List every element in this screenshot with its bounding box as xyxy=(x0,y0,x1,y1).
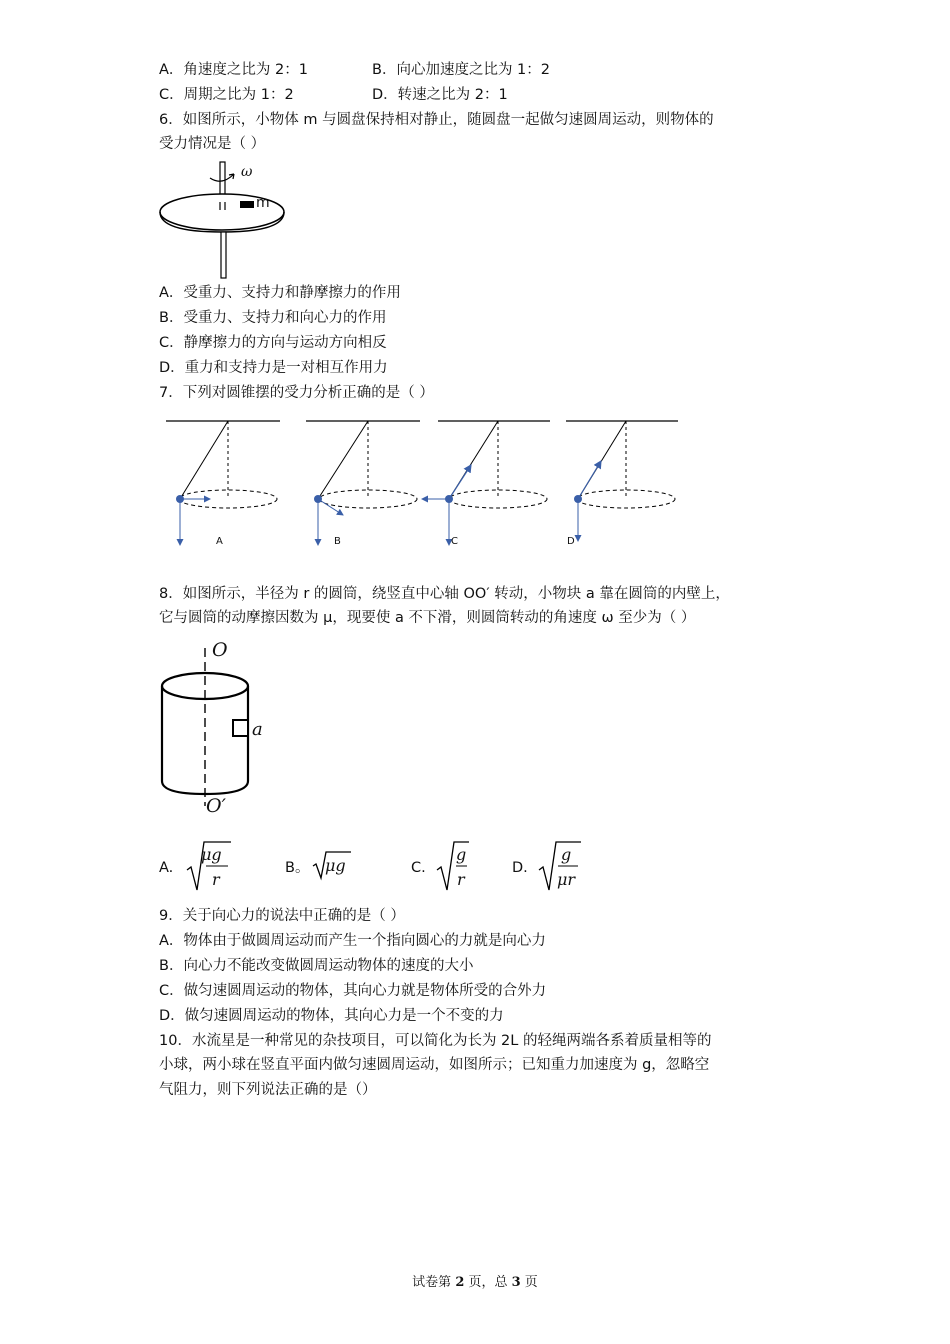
q7-panel-b xyxy=(306,421,420,545)
q7-panel-a xyxy=(166,421,280,545)
q7-label-d: D xyxy=(567,536,575,547)
q10-stem-line2: 小球，两小球在竖直平面内做匀速圆周运动，如图所示；已知重力加速度为 g，忽略空 xyxy=(159,1057,710,1073)
q8-option-d-denominator: μr xyxy=(557,870,576,889)
q10-stem-line3: 气阻力，则下列说法正确的是（） xyxy=(159,1082,377,1098)
q5-option-d: D．转速之比为 2：1 xyxy=(372,87,508,103)
q5-option-c: C．周期之比为 1：2 xyxy=(159,87,294,103)
q8-option-d-numerator: g xyxy=(561,845,572,864)
q8-option-b-expression: μg xyxy=(325,856,346,875)
q7-figure-conical-pendulums xyxy=(160,415,690,555)
q8-option-c-numerator: g xyxy=(456,845,467,864)
q6-figure-rotating-disk xyxy=(150,160,290,280)
footer-middle: 页，总 xyxy=(464,1275,512,1290)
q8-option-b-label: B。 xyxy=(285,860,310,876)
q8-figure-o-bottom: O′ xyxy=(206,795,226,817)
q8-stem-line2: 它与圆筒的动摩擦因数为 μ，现要使 a 不下滑，则圆筒转动的角速度 ω 至少为（ ） xyxy=(159,610,696,626)
q8-figure-a-label: a xyxy=(252,719,263,740)
footer-page-number: 2 xyxy=(455,1275,465,1290)
q9-option-b: B．向心力不能改变做圆周运动物体的速度的大小 xyxy=(159,958,474,974)
footer-total-pages: 3 xyxy=(511,1275,521,1290)
q6-option-c: C．静摩擦力的方向与运动方向相反 xyxy=(159,335,387,351)
q9-option-d: D．做匀速圆周运动的物体，其向心力是一个不变的力 xyxy=(159,1008,504,1024)
q6-option-a: A．受重力、支持力和静摩擦力的作用 xyxy=(159,285,401,301)
footer-suffix: 页 xyxy=(520,1275,538,1290)
q9-option-c: C．做匀速圆周运动的物体，其向心力就是物体所受的合外力 xyxy=(159,983,547,999)
q6-stem-line2: 受力情况是（ ） xyxy=(159,136,266,152)
q8-figure-o-top: O xyxy=(212,639,228,661)
q7-label-c: C xyxy=(451,536,458,547)
q9-stem: 9．关于向心力的说法中正确的是（ ） xyxy=(159,908,405,924)
page-footer xyxy=(0,1271,950,1290)
q7-stem: 7．下列对圆锥摆的受力分析正确的是（ ） xyxy=(159,385,434,401)
q7-panel-c xyxy=(422,421,550,545)
q8-option-c-denominator: r xyxy=(457,870,465,889)
footer-prefix: 试卷第 xyxy=(412,1275,456,1290)
q5-option-b: B．向心加速度之比为 1：2 xyxy=(372,62,551,78)
q6-figure-m-label: m xyxy=(256,195,270,211)
q8-option-c-label: C. xyxy=(411,860,426,876)
q8-option-d-label: D. xyxy=(512,860,528,876)
q8-option-a-numerator: μg xyxy=(201,845,222,864)
q8-option-a-label: A. xyxy=(159,860,174,876)
q8-stem-line1: 8．如图所示，半径为 r 的圆筒，绕竖直中心轴 OO′ 转动，小物块 a 靠在圆筒的内壁上， xyxy=(159,586,730,602)
q6-option-d: D．重力和支持力是一对相互作用力 xyxy=(159,360,388,376)
q7-label-b: B xyxy=(334,536,341,547)
q9-option-a: A．物体由于做圆周运动而产生一个指向圆心的力就是向心力 xyxy=(159,933,546,949)
q7-label-a: A xyxy=(216,536,223,547)
q10-stem-line1: 10．水流星是一种常见的杂技项目，可以简化为长为 2L 的轻绳两端各系着质量相等的 xyxy=(159,1033,712,1049)
q5-option-a: A．角速度之比为 2：1 xyxy=(159,62,308,78)
q6-option-b: B．受重力、支持力和向心力的作用 xyxy=(159,310,387,326)
q7-panel-d xyxy=(566,421,678,541)
q6-stem-line1: 6．如图所示，小物体 m 与圆盘保持相对静止，随圆盘一起做匀速圆周运动，则物体的 xyxy=(159,112,714,128)
q6-figure-omega-label: ω xyxy=(241,164,253,180)
q8-option-a-denominator: r xyxy=(212,870,220,889)
